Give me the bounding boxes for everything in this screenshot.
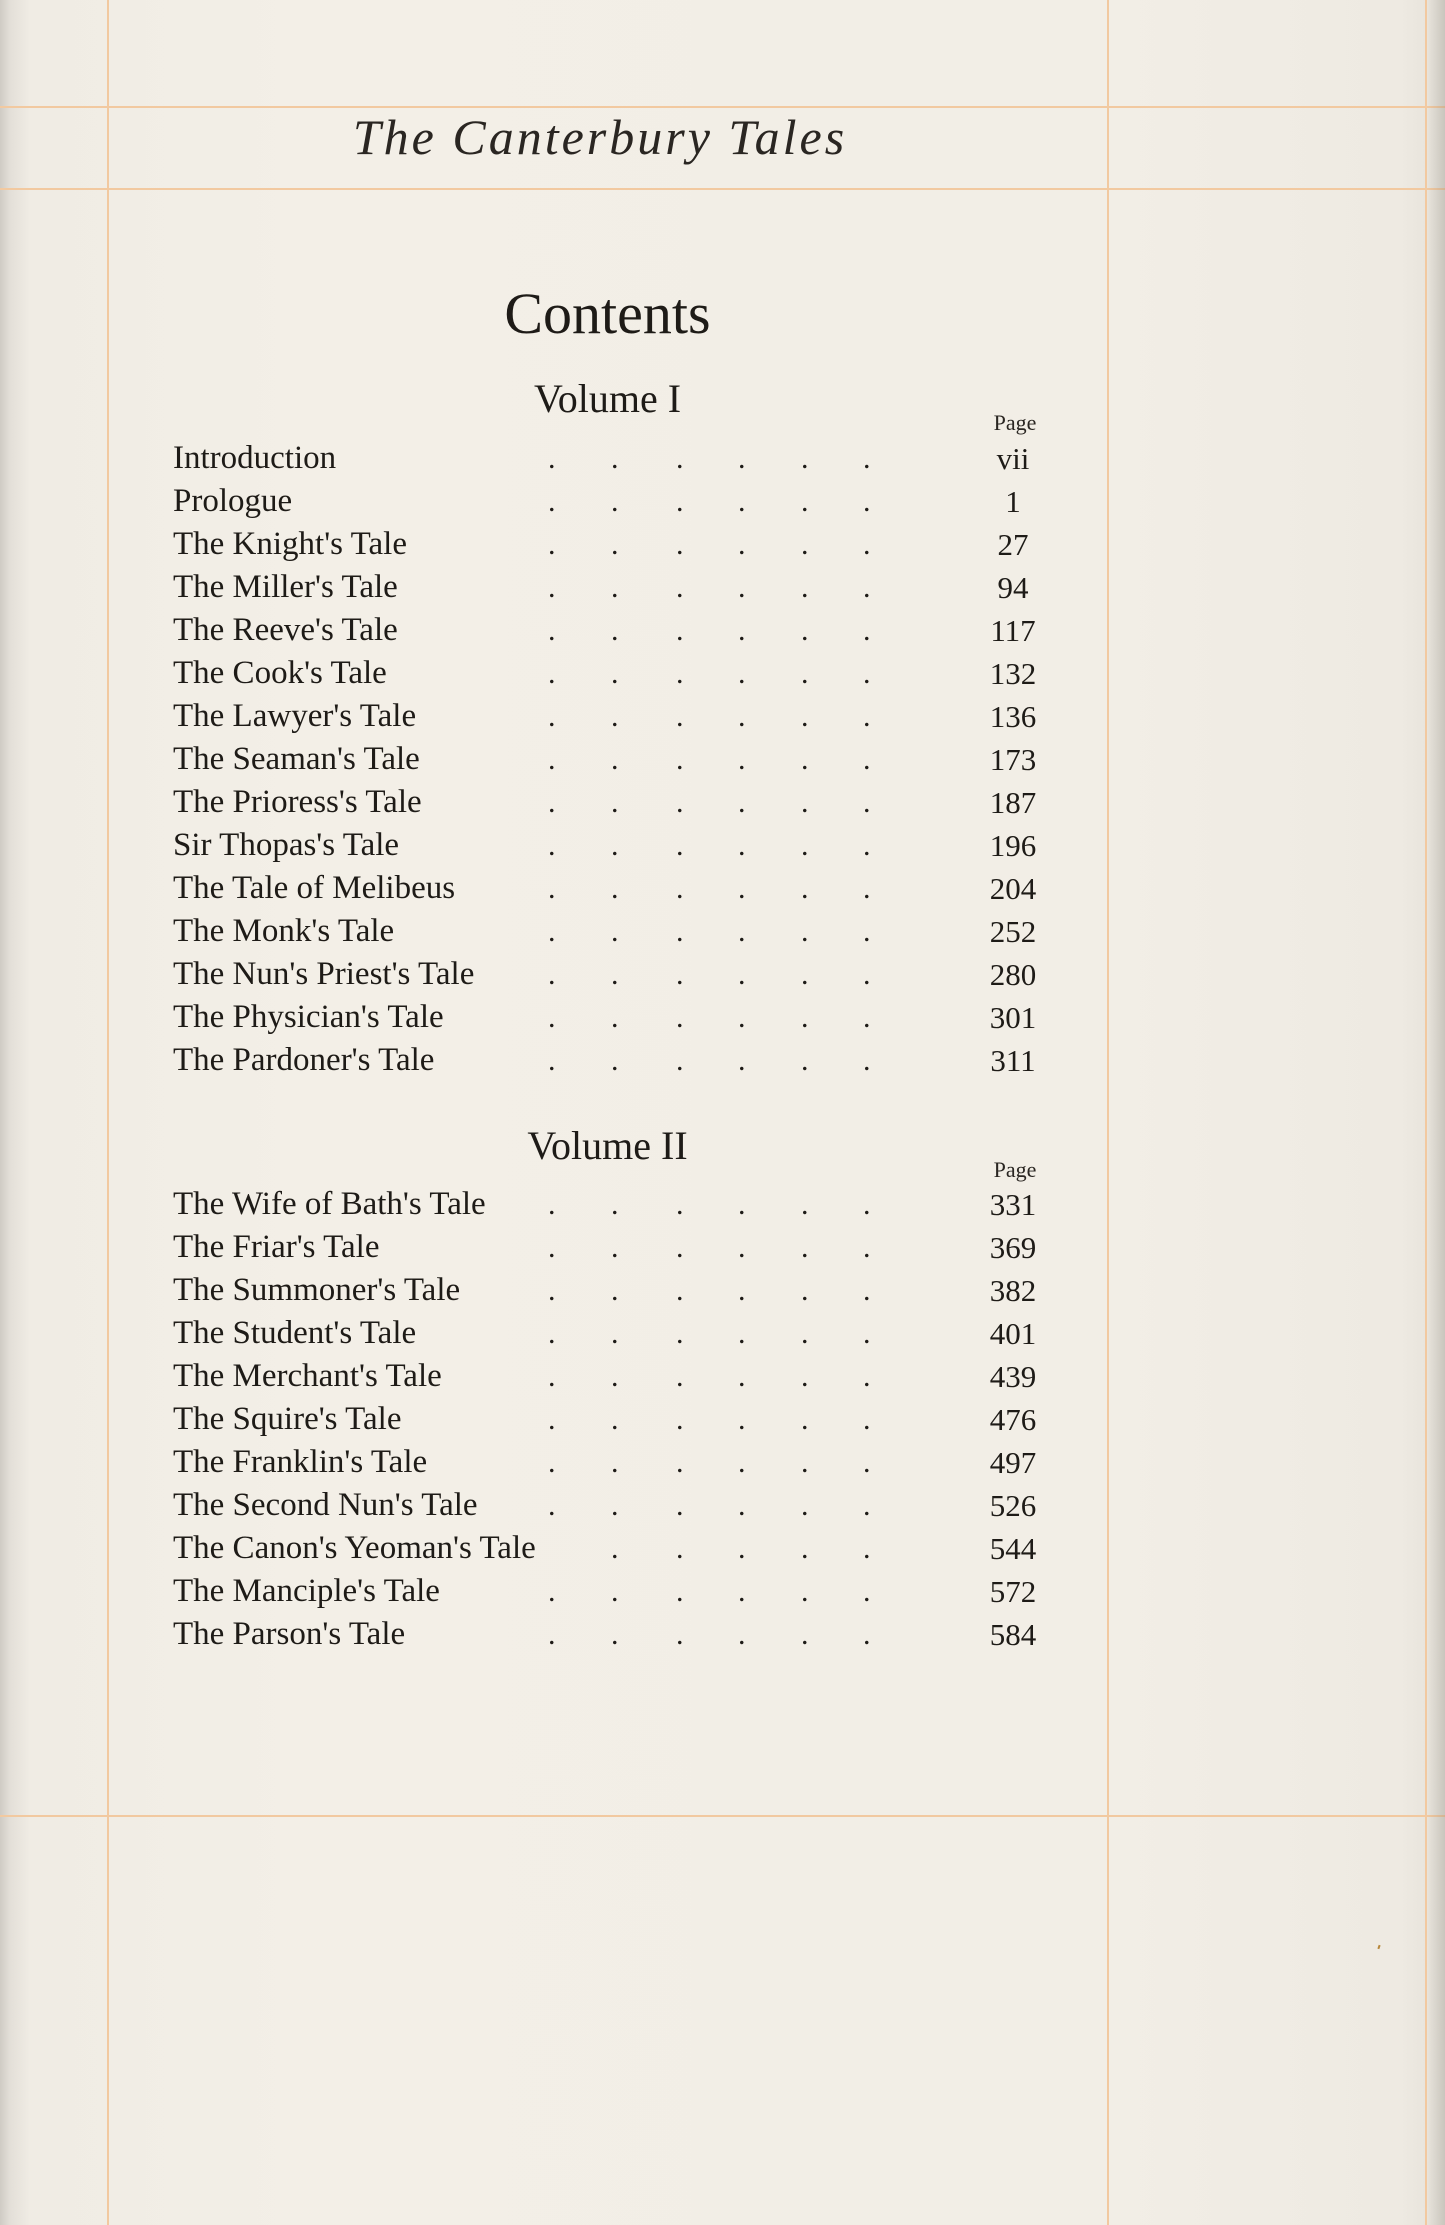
leader-dot: . [611,1403,619,1436]
leader-dot: . [611,614,619,647]
toc-entry-page: vii [996,441,1030,476]
toc-entry-page: 204 [989,871,1037,906]
leader-dot: . [801,743,809,776]
leader-dot: . [738,1044,746,1077]
toc-entry-page: 1 [1005,484,1021,519]
leader-dot: . [801,1446,809,1479]
leader-dot: . [801,528,809,561]
leader-dot: . [738,1489,746,1522]
paper-speck [1377,1945,1380,1949]
toc-entry [173,738,1053,781]
toc-entry-title: The Cook's Tale [173,655,387,691]
toc-entry-title: The Franklin's Tale [173,1444,428,1480]
leader-dot: . [801,1575,809,1608]
toc-entry-page: 132 [989,656,1037,691]
volume-2-page-label: Page [993,1157,1037,1182]
toc-entry-page: 572 [989,1574,1037,1609]
leader-dot: . [801,485,809,518]
leader-dot: . [738,528,746,561]
leader-dot: . [548,1188,556,1221]
leader-dot: . [548,1231,556,1264]
leader-dot: . [676,1317,684,1350]
toc-entry [173,523,1053,566]
toc-entry [173,1039,1053,1082]
leader-dot: . [611,1044,619,1077]
leader-dot: . [801,1231,809,1264]
leader-dot: . [801,1188,809,1221]
leader-dot: . [548,571,556,604]
leader-dot: . [801,829,809,862]
leader-dot: . [548,1618,556,1651]
leader-dot: . [676,1044,684,1077]
toc-entry-page: 252 [989,914,1037,949]
leader-dot: . [738,571,746,604]
toc-entry-page: 27 [997,527,1029,562]
toc-entry [173,953,1053,996]
leader-dot: . [611,485,619,518]
leader-dot: . [676,1274,684,1307]
leader-dot: . [738,786,746,819]
toc-entry-title: The Miller's Tale [173,569,398,605]
leader-dot: . [863,1001,871,1034]
leader-dot: . [801,657,809,690]
leader-dot: . [863,1044,871,1077]
running-head: The Canterbury Tales [352,109,848,165]
leader-dot: . [548,915,556,948]
leader-dot: . [676,614,684,647]
leader-dot: . [548,1360,556,1393]
leader-dot: . [676,528,684,561]
toc-entry-page: 382 [989,1273,1037,1308]
toc-entry [173,910,1053,953]
volume-1-page-label: Page [993,410,1037,435]
toc-entry-title: The Friar's Tale [173,1229,380,1265]
leader-dot: . [801,1403,809,1436]
leader-dot: . [863,1446,871,1479]
leader-dot: . [548,528,556,561]
leader-dot: . [863,442,871,475]
toc-entry [173,437,1053,480]
leader-dot: . [548,958,556,991]
toc-entry [173,824,1053,867]
toc-entry-page: 584 [989,1617,1037,1652]
toc-entry-page: 196 [989,828,1037,863]
leader-dot: . [611,1231,619,1264]
toc-entry [173,695,1053,738]
toc-entry-title: The Squire's Tale [173,1401,402,1437]
leader-dot: . [863,743,871,776]
toc-entry-page: 117 [990,613,1036,648]
leader-dot: . [548,786,556,819]
leader-dot: . [801,1274,809,1307]
leader-dot: . [676,1446,684,1479]
toc-entry [173,1613,1053,1656]
leader-dot: . [676,571,684,604]
leader-dot: . [611,1317,619,1350]
leader-dot: . [863,1360,871,1393]
leader-dot: . [801,1001,809,1034]
leader-dot: . [611,1001,619,1034]
leader-dot: . [548,657,556,690]
leader-dot: . [548,829,556,862]
leader-dot: . [676,485,684,518]
leader-dot: . [738,657,746,690]
toc-entry [173,1398,1053,1441]
toc-entry-title: Sir Thopas's Tale [173,827,400,863]
leader-dot: . [863,657,871,690]
volume-2-heading: Volume II [527,1123,688,1168]
toc-entry [173,609,1053,652]
leader-dot: . [801,614,809,647]
leader-dot: . [548,743,556,776]
leader-dot: . [548,614,556,647]
leader-dot: . [863,700,871,733]
toc-entry [173,1355,1053,1398]
contents-title: Contents [504,281,711,346]
leader-dot: . [548,1274,556,1307]
leader-dot: . [548,1317,556,1350]
leader-dot: . [801,442,809,475]
toc-entry-page: 136 [989,699,1037,734]
toc-entry-page: 94 [997,570,1029,605]
leader-dot: . [863,958,871,991]
toc-entry-title: The Monk's Tale [173,913,395,949]
leader-dot: . [801,700,809,733]
toc-entry [173,996,1053,1039]
toc-entry-page: 369 [989,1230,1037,1265]
leader-dot: . [801,786,809,819]
toc-entry-title: The Prioress's Tale [173,784,422,820]
leader-dot: . [611,1618,619,1651]
toc-entry-title: The Physician's Tale [173,999,444,1035]
leader-dot: . [676,1618,684,1651]
leader-dot: . [738,1360,746,1393]
toc-entry-title: Introduction [173,440,337,476]
leader-dot: . [611,1532,619,1565]
leader-dot: . [611,872,619,905]
leader-dot: . [676,1188,684,1221]
leader-dot: . [863,485,871,518]
toc-entry [173,1527,1053,1570]
toc-entry-page: 439 [989,1359,1037,1394]
toc-entry [173,652,1053,695]
toc-entry-title: The Pardoner's Tale [173,1042,435,1078]
guide-rule-bottom [0,1815,1445,1817]
volume-1-heading: Volume I [533,376,682,421]
page-edge-shadow [1427,0,1445,2225]
toc-entry-title: The Nun's Priest's Tale [173,956,475,992]
guide-rule-head [0,188,1445,190]
leader-dot: . [863,571,871,604]
leader-dot: . [548,1446,556,1479]
leader-dot: . [738,1618,746,1651]
toc-entry [173,1269,1053,1312]
leader-dot: . [863,1274,871,1307]
leader-dot: . [738,1188,746,1221]
leader-dot: . [676,872,684,905]
toc-entry [173,480,1053,523]
leader-dot: . [738,1403,746,1436]
toc-entry-page: 331 [989,1187,1037,1222]
leader-dot: . [801,1532,809,1565]
leader-dot: . [863,614,871,647]
leader-dot: . [738,485,746,518]
leader-dot: . [676,442,684,475]
toc-entry-title: The Student's Tale [173,1315,417,1351]
toc-entry-title: The Tale of Melibeus [173,870,456,906]
leader-dot: . [863,1188,871,1221]
toc-entry [173,1183,1053,1226]
leader-dot: . [676,1360,684,1393]
leader-dot: . [676,786,684,819]
toc-entry-title: The Seaman's Tale [173,741,420,777]
leader-dot: . [863,1489,871,1522]
leader-dot: . [676,1532,684,1565]
leader-dot: . [801,958,809,991]
leader-dot: . [801,872,809,905]
volume-1-contents [173,437,1053,1082]
toc-entry-title: Prologue [173,483,293,519]
leader-dot: . [676,1231,684,1264]
leader-dot: . [738,958,746,991]
toc-entry [173,1570,1053,1613]
leader-dot: . [548,1489,556,1522]
leader-dot: . [548,442,556,475]
toc-entry-title: The Second Nun's Tale [173,1487,478,1523]
leader-dot: . [738,872,746,905]
leader-dot: . [611,528,619,561]
toc-entry-title: The Summoner's Tale [173,1272,461,1308]
leader-dot: . [676,915,684,948]
leader-dot: . [611,1575,619,1608]
toc-entry-title: The Merchant's Tale [173,1358,442,1394]
leader-dot: . [611,915,619,948]
leader-dot: . [863,1231,871,1264]
leader-dot: . [738,614,746,647]
toc-entry-page: 187 [989,785,1037,820]
leader-dot: . [548,1001,556,1034]
leader-dot: . [611,1274,619,1307]
leader-dot: . [738,442,746,475]
leader-dot: . [611,657,619,690]
leader-dot: . [548,1044,556,1077]
leader-dot: . [738,1532,746,1565]
leader-dot: . [676,829,684,862]
leader-dot: . [863,915,871,948]
toc-entry-title: The Reeve's Tale [173,612,398,648]
leader-dot: . [738,829,746,862]
toc-entry-page: 301 [989,1000,1037,1035]
leader-dot: . [801,1044,809,1077]
leader-dot: . [548,1575,556,1608]
leader-dot: . [801,915,809,948]
leader-dot: . [676,657,684,690]
leader-dot: . [863,1317,871,1350]
leader-dot: . [801,1489,809,1522]
leader-dot: . [863,1532,871,1565]
leader-dot: . [801,1317,809,1350]
leader-dot: . [676,700,684,733]
toc-entry [173,1226,1053,1269]
toc-entry [173,781,1053,824]
toc-entry-title: The Knight's Tale [173,526,407,562]
toc-entry-title: The Parson's Tale [173,1616,406,1652]
leader-dot: . [611,743,619,776]
toc-entry-page: 173 [989,742,1037,777]
leader-dot: . [676,1403,684,1436]
leader-dot: . [738,1231,746,1264]
leader-dot: . [676,1575,684,1608]
leader-dot: . [738,1001,746,1034]
leader-dot: . [863,829,871,862]
leader-dot: . [611,958,619,991]
leader-dot: . [548,1403,556,1436]
leader-dot: . [863,1403,871,1436]
leader-dot: . [738,1575,746,1608]
leader-dot: . [801,571,809,604]
leader-dot: . [863,786,871,819]
leader-dot: . [863,872,871,905]
toc-entry [173,1441,1053,1484]
leader-dot: . [676,743,684,776]
leader-dot: . [611,1360,619,1393]
leader-dot: . [611,571,619,604]
toc-entry-title: The Lawyer's Tale [173,698,417,734]
leader-dot: . [738,1446,746,1479]
leader-dot: . [676,1001,684,1034]
leader-dot: . [863,528,871,561]
leader-dot: . [611,1188,619,1221]
leader-dot: . [548,700,556,733]
toc-entry-title: The Canon's Yeoman's Tale [173,1530,536,1566]
toc-entry [173,1484,1053,1527]
toc-entry-title: The Wife of Bath's Tale [173,1186,486,1222]
leader-dot: . [738,1274,746,1307]
volume-2-contents [173,1183,1053,1656]
leader-dot: . [863,1575,871,1608]
toc-entry-page: 280 [989,957,1037,992]
leader-dot: . [676,1489,684,1522]
toc-entry [173,867,1053,910]
leader-dot: . [676,958,684,991]
toc-entry-page: 401 [989,1316,1037,1351]
leader-dot: . [738,1317,746,1350]
leader-dot: . [611,829,619,862]
leader-dot: . [611,1446,619,1479]
leader-dot: . [611,700,619,733]
leader-dot: . [863,1618,871,1651]
leader-dot: . [801,1618,809,1651]
leader-dot: . [738,700,746,733]
leader-dot: . [548,485,556,518]
toc-entry-page: 311 [990,1043,1036,1078]
toc-entry [173,566,1053,609]
toc-entry-title: The Manciple's Tale [173,1573,440,1609]
leader-dot: . [611,1489,619,1522]
toc-entry-page: 476 [989,1402,1037,1437]
toc-entry-page: 526 [989,1488,1037,1523]
leader-dot: . [611,786,619,819]
toc-entry [173,1312,1053,1355]
leader-dot: . [738,743,746,776]
leader-dot: . [548,872,556,905]
leader-dot: . [801,1360,809,1393]
toc-entry-page: 497 [989,1445,1037,1480]
leader-dot: . [738,915,746,948]
leader-dot: . [611,442,619,475]
toc-entry-page: 544 [989,1531,1037,1566]
